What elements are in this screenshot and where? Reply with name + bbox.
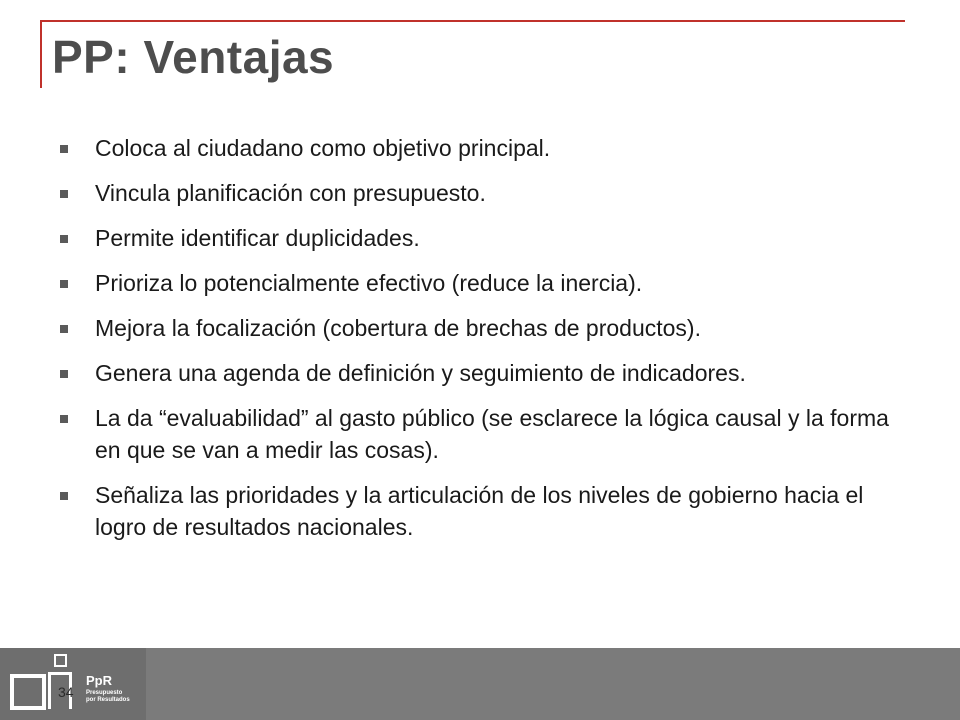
- bullet-text: La da “evaluabilidad” al gasto público (se esclarece la lógica causal y la forma en que se van a medir las cosas).: [95, 405, 889, 463]
- square-bullet-icon: [60, 415, 68, 423]
- bullet-text: Permite identificar duplicidades.: [95, 225, 420, 251]
- bullet-text: Vincula planificación con presupuesto.: [95, 180, 486, 206]
- footer-bar: [0, 648, 960, 720]
- bullet-text: Genera una agenda de definición y seguimiento de indicadores.: [95, 360, 746, 386]
- logo-title: PpR: [86, 673, 112, 688]
- square-bullet-icon: [60, 145, 68, 153]
- bullet-text: Coloca al ciudadano como objetivo principal.: [95, 135, 551, 161]
- square-bullet-icon: [60, 492, 68, 500]
- square-bullet-icon: [60, 235, 68, 243]
- bullet-item: [57, 402, 897, 466]
- title-accent-line-left: [40, 20, 42, 88]
- logo-small-square-icon: [54, 654, 67, 667]
- square-bullet-icon: [60, 370, 68, 378]
- bullet-item: [57, 357, 897, 389]
- bullet-text: Mejora la focalización (cobertura de brechas de productos).: [95, 315, 701, 341]
- bullet-item: [57, 177, 897, 209]
- logo-large-square-icon: [10, 674, 46, 710]
- bullet-list: [57, 132, 897, 556]
- logo-subtitle: [86, 690, 142, 704]
- title-accent-line-top: [40, 20, 905, 22]
- bullet-item: [57, 267, 897, 299]
- bullet-item: [57, 479, 897, 543]
- square-bullet-icon: [60, 190, 68, 198]
- square-bullet-icon: [60, 280, 68, 288]
- bullet-item: [57, 222, 897, 254]
- page-number: 34: [58, 684, 74, 700]
- bullet-text: Prioriza lo potencialmente efectivo (reduce la inercia).: [95, 270, 643, 296]
- bullet-item: [57, 132, 897, 164]
- ppr-logo: [0, 648, 146, 720]
- slide-title: PP: Ventajas: [52, 31, 335, 83]
- square-bullet-icon: [60, 325, 68, 333]
- bullet-item: [57, 312, 897, 344]
- logo-subtitle-line-1: Presupuesto: [86, 690, 123, 696]
- logo-subtitle-line-2: por Resultados: [86, 697, 130, 703]
- bullet-text: Señaliza las prioridades y la articulación de los niveles de gobierno hacia el logro de resultados nacionales.: [95, 482, 864, 540]
